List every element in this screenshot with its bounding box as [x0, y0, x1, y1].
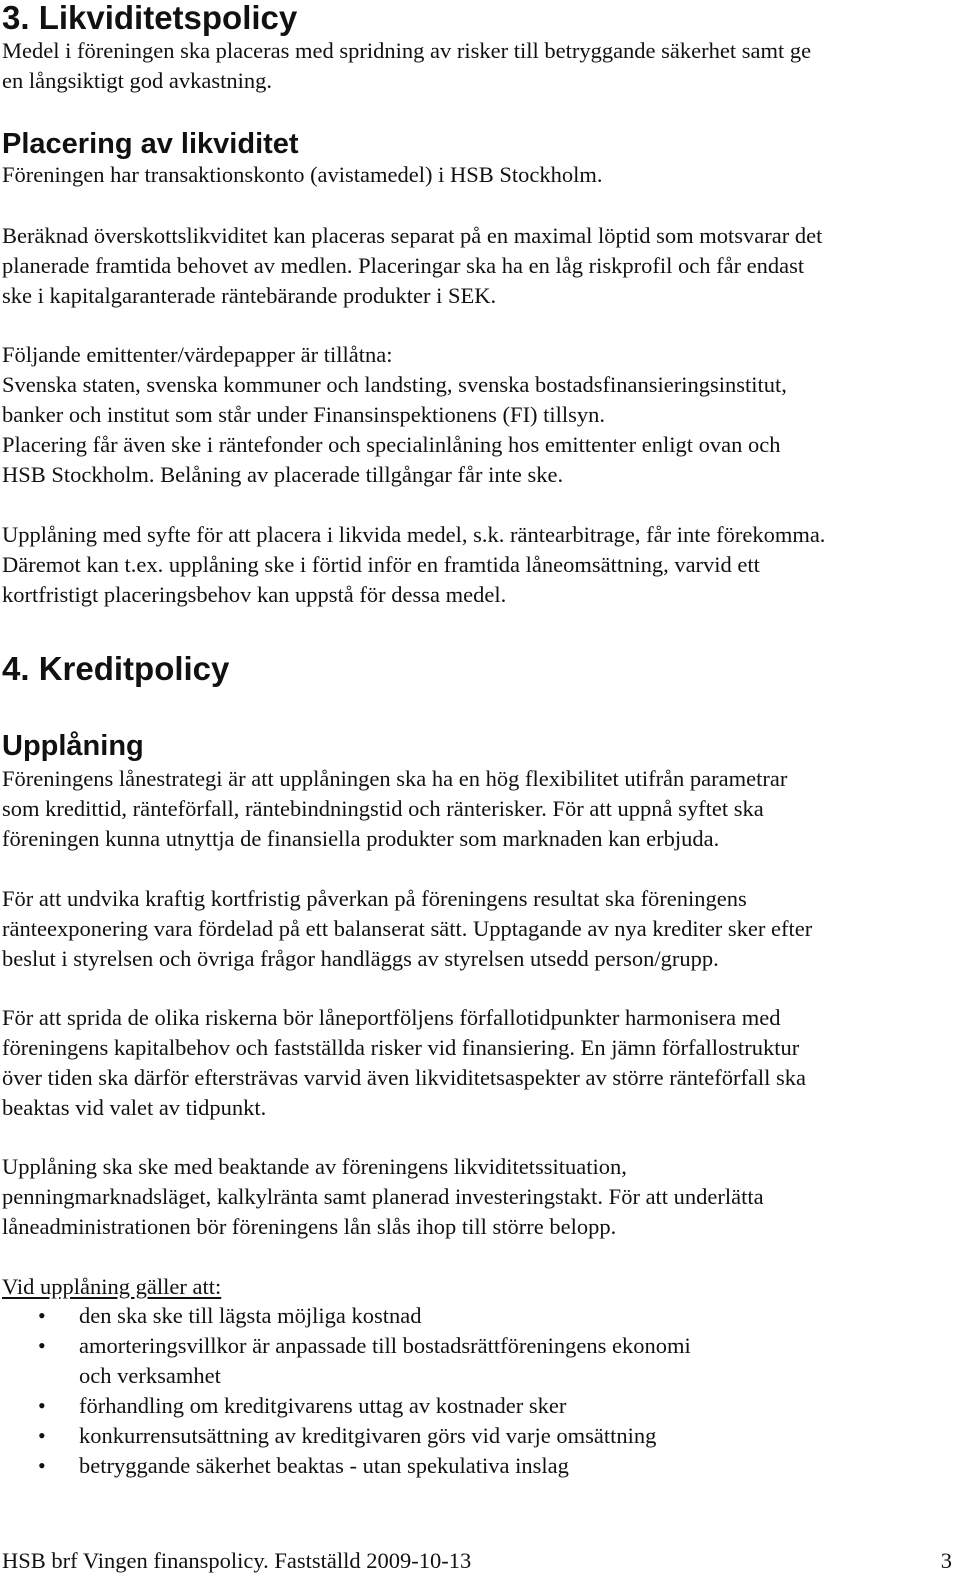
paragraph-rantearbitrage: [2, 520, 957, 610]
text-line: kortfristigt placeringsbehov kan uppstå för dessa medel.: [2, 582, 507, 607]
bullet-icon: •: [38, 1423, 46, 1448]
text-line: Upplåning ska ske med beaktande av föreningens likviditetssituation,: [2, 1154, 627, 1179]
list-item-text: konkurrensutsättning av kreditgivaren görs vid varje omsättning: [79, 1423, 657, 1448]
list-item-text: och verksamhet: [79, 1363, 221, 1388]
text-line: För att undvika kraftig kortfristig påverkan på föreningens resultat ska föreningens: [2, 886, 747, 911]
subheading-placering-av-likviditet: Placering av likviditet: [2, 128, 299, 160]
text-line: Föreningens lånestrategi är att upplåningen ska ha en hög flexibilitet utifrån parametrar: [2, 766, 788, 791]
bullet-icon: •: [38, 1393, 46, 1418]
text-line: Beräknad överskottslikviditet kan placeras separat på en maximal löptid som motsvarar det: [2, 223, 823, 248]
list-item-text: amorteringsvillkor är anpassade till bostadsrättföreningens ekonomi: [79, 1333, 691, 1358]
text-line: Upplåning med syfte för att placera i likvida medel, s.k. räntearbitrage, får inte förekomma.: [2, 522, 826, 547]
text-line: föreningen kunna utnyttja de finansiella produkter som marknaden kan erbjuda.: [2, 826, 720, 851]
section-heading-likviditetspolicy: 3. Likviditetspolicy: [2, 0, 298, 36]
text-line: beslut i styrelsen och övriga frågor handläggs av styrelsen utsedd person/grupp.: [2, 946, 719, 971]
list-item: [0, 1451, 900, 1481]
page-footer: [2, 1546, 952, 1580]
text-line: Däremot kan t.ex. upplåning ske i förtid inför en framtida låneomsättning, varvid ett: [2, 552, 760, 577]
text-line: Följande emittenter/värdepapper är tillåtna:: [2, 342, 393, 367]
text-line: beaktas vid valet av tidpunkt.: [2, 1095, 267, 1120]
paragraph-ranteexponering: [2, 884, 957, 974]
text-line: penningmarknadsläget, kalkylränta samt planerad investeringstakt. För att underlätta: [2, 1184, 764, 1209]
list-item-text: betryggande säkerhet beaktas - utan spekulativa inslag: [79, 1453, 569, 1478]
text-line: Föreningen har transaktionskonto (avistamedel) i HSB Stockholm.: [2, 162, 603, 187]
paragraph-emittenter: [2, 340, 957, 490]
text-line: ränteexponering vara fördelad på ett balanserat sätt. Upptagande av nya krediter sker efter: [2, 916, 813, 941]
text-line: planerade framtida behovet av medlen. Placeringar ska ha en låg riskprofil och får endast: [2, 253, 805, 278]
paragraph-likviditet-intro: [2, 36, 957, 96]
text-line: Placering får även ske i räntefonder och specialinlåning hos emittenter enligt ovan och: [2, 432, 781, 457]
text-line: låneadministrationen bör föreningens lån slås ihop till större belopp.: [2, 1214, 617, 1239]
text-line: ske i kapitalgaranterade räntebärande produkter i SEK.: [2, 283, 497, 308]
list-intro: [2, 1272, 957, 1302]
paragraph-lanestrategi: [2, 764, 957, 854]
list-item: [0, 1331, 900, 1391]
paragraph-laneportfolj: [2, 1003, 957, 1123]
text-line: föreningens kapitalbehov och fastställda risker vid finansiering. En jämn förfallostruktur: [2, 1035, 800, 1060]
list-item: [0, 1421, 900, 1451]
text-line: HSB Stockholm. Belåning av placerade tillgångar får inte ske.: [2, 462, 564, 487]
list-item: [0, 1301, 900, 1331]
bullet-icon: •: [38, 1303, 46, 1328]
list-item-text: den ska ske till lägsta möjliga kostnad: [79, 1303, 422, 1328]
text-line: en långsiktigt god avkastning.: [2, 68, 272, 93]
text-line: Svenska staten, svenska kommuner och landsting, svenska bostadsfinansieringsinstitut,: [2, 372, 787, 397]
text-line: över tiden ska därför eftersträvas varvid även likviditetsaspekter av större ränteförfall ska: [2, 1065, 807, 1090]
footer-document-info: HSB brf Vingen finanspolicy. Fastställd 2009-10-13: [2, 1548, 472, 1573]
paragraph-overskottslikviditet: [2, 221, 957, 311]
list-item: [0, 1391, 900, 1421]
text-line: För att sprida de olika riskerna bör låneportföljens förfallotidpunkter harmonisera med: [2, 1005, 781, 1030]
text-line: som kredittid, ränteförfall, räntebindningstid och ränterisker. För att uppnå syftet ska: [2, 796, 764, 821]
paragraph-likviditetssituation: [2, 1152, 957, 1242]
bullet-list: [0, 1301, 900, 1481]
subheading-upplaning: Upplåning: [2, 730, 144, 762]
list-intro-text: Vid upplåning gäller att:: [2, 1274, 222, 1299]
list-item-text: förhandling om kreditgivarens uttag av kostnader sker: [79, 1393, 567, 1418]
page-number: 3: [940, 1548, 952, 1573]
bullet-icon: •: [38, 1333, 46, 1358]
section-heading-kreditpolicy: 4. Kreditpolicy: [2, 650, 230, 687]
text-line: banker och institut som står under Finansinspektionens (FI) tillsyn.: [2, 402, 606, 427]
paragraph-transaktionskonto: [2, 160, 957, 190]
text-line: Medel i föreningen ska placeras med spridning av risker till betryggande säkerhet samt ge: [2, 38, 812, 63]
bullet-icon: •: [38, 1453, 46, 1478]
